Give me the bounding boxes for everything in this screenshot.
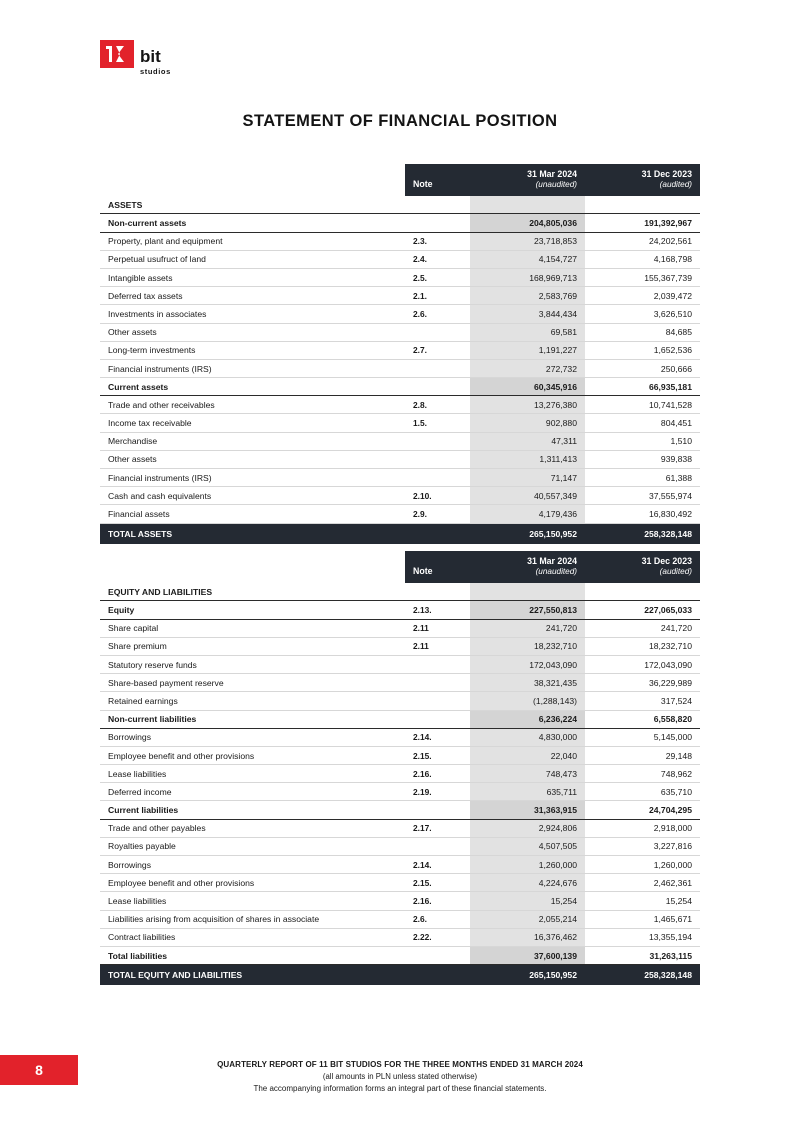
row-value-prior-period: 258,328,148 bbox=[585, 523, 700, 544]
footer-line-3: The accompanying information forms an integral part of these financial statements. bbox=[253, 1084, 547, 1093]
row-label: Share capital bbox=[100, 619, 405, 637]
row-label: Deferred income bbox=[100, 783, 405, 801]
row-label: Share-based payment reserve bbox=[100, 674, 405, 692]
table-row bbox=[100, 856, 700, 874]
row-value-current-period: 241,720 bbox=[470, 619, 585, 637]
row-value-prior-period: 227,065,033 bbox=[585, 601, 700, 619]
row-label: Equity bbox=[100, 601, 405, 619]
table-row bbox=[100, 601, 700, 619]
row-note: 2.9. bbox=[405, 505, 470, 523]
svg-text:bit: bit bbox=[140, 47, 161, 66]
row-value-current-period bbox=[470, 196, 585, 214]
row-value-prior-period: 24,202,561 bbox=[585, 232, 700, 250]
row-value-current-period: 4,154,727 bbox=[470, 250, 585, 268]
equity-header-value2-sub: (audited) bbox=[659, 566, 692, 576]
table-row bbox=[100, 910, 700, 928]
row-note: 2.22. bbox=[405, 928, 470, 946]
row-note: 2.17. bbox=[405, 819, 470, 837]
row-label: Intangible assets bbox=[100, 268, 405, 286]
table-row bbox=[100, 583, 700, 601]
footer-line-2: (all amounts in PLN unless stated otherwise) bbox=[322, 1072, 478, 1082]
row-note: 2.11 bbox=[405, 637, 470, 655]
row-label: Contract liabilities bbox=[100, 928, 405, 946]
row-note: 2.15. bbox=[405, 874, 470, 892]
svg-text:studios: studios bbox=[140, 67, 171, 76]
row-note: 2.15. bbox=[405, 746, 470, 764]
row-label: TOTAL ASSETS bbox=[100, 523, 405, 544]
row-value-current-period: 4,507,505 bbox=[470, 837, 585, 855]
equity-and-liabilities-table bbox=[100, 551, 700, 985]
table-row bbox=[100, 819, 700, 837]
equity-header-value1 bbox=[470, 551, 585, 583]
row-value-prior-period: 16,830,492 bbox=[585, 505, 700, 523]
row-note bbox=[405, 946, 470, 964]
row-value-current-period: 13,276,380 bbox=[470, 396, 585, 414]
equity-header-value1-sub: (unaudited) bbox=[535, 566, 577, 576]
table-row bbox=[100, 765, 700, 783]
row-note: 2.5. bbox=[405, 268, 470, 286]
row-note: 2.16. bbox=[405, 892, 470, 910]
row-value-prior-period: 4,168,798 bbox=[585, 250, 700, 268]
equity-table-wrapper bbox=[100, 551, 700, 985]
row-value-prior-period: 15,254 bbox=[585, 892, 700, 910]
row-value-prior-period: 3,626,510 bbox=[585, 305, 700, 323]
row-label: ASSETS bbox=[100, 196, 405, 214]
row-value-prior-period: 5,145,000 bbox=[585, 728, 700, 746]
row-value-prior-period: 3,227,816 bbox=[585, 837, 700, 855]
row-note: 2.6. bbox=[405, 305, 470, 323]
row-note: 1.5. bbox=[405, 414, 470, 432]
row-value-prior-period: 31,263,115 bbox=[585, 946, 700, 964]
row-value-prior-period: 84,685 bbox=[585, 323, 700, 341]
row-label: EQUITY AND LIABILITIES bbox=[100, 583, 405, 601]
row-value-current-period: 69,581 bbox=[470, 323, 585, 341]
equity-header-value2-main: 31 Dec 2023 bbox=[641, 556, 692, 566]
row-label: Deferred tax assets bbox=[100, 287, 405, 305]
row-note: 2.10. bbox=[405, 487, 470, 505]
row-value-prior-period: 1,510 bbox=[585, 432, 700, 450]
table-row bbox=[100, 396, 700, 414]
row-note bbox=[405, 432, 470, 450]
assets-header-value2 bbox=[585, 164, 700, 196]
row-note: 2.14. bbox=[405, 728, 470, 746]
row-value-current-period: 60,345,916 bbox=[470, 378, 585, 396]
row-value-current-period bbox=[470, 583, 585, 601]
table-row bbox=[100, 487, 700, 505]
row-label: Financial assets bbox=[100, 505, 405, 523]
row-label: Long-term investments bbox=[100, 341, 405, 359]
row-note bbox=[405, 965, 470, 986]
page-footer bbox=[0, 1059, 800, 1095]
row-label: Other assets bbox=[100, 323, 405, 341]
row-note bbox=[405, 214, 470, 232]
row-note bbox=[405, 469, 470, 487]
row-label: Lease liabilities bbox=[100, 765, 405, 783]
row-value-current-period: 3,844,434 bbox=[470, 305, 585, 323]
row-label: Retained earnings bbox=[100, 692, 405, 710]
table-row bbox=[100, 837, 700, 855]
row-note: 2.6. bbox=[405, 910, 470, 928]
row-value-current-period: 168,969,713 bbox=[470, 268, 585, 286]
row-value-current-period: 204,805,036 bbox=[470, 214, 585, 232]
row-value-prior-period: 6,558,820 bbox=[585, 710, 700, 728]
row-label: Employee benefit and other provisions bbox=[100, 746, 405, 764]
row-label: Statutory reserve funds bbox=[100, 655, 405, 673]
assets-table bbox=[100, 164, 700, 544]
table-row bbox=[100, 323, 700, 341]
row-value-prior-period: 36,229,989 bbox=[585, 674, 700, 692]
row-value-prior-period: 2,039,472 bbox=[585, 287, 700, 305]
row-value-prior-period: 939,838 bbox=[585, 450, 700, 468]
row-value-current-period: 38,321,435 bbox=[470, 674, 585, 692]
row-value-prior-period: 250,666 bbox=[585, 359, 700, 377]
row-note bbox=[405, 378, 470, 396]
row-value-prior-period: 2,918,000 bbox=[585, 819, 700, 837]
row-value-prior-period: 317,524 bbox=[585, 692, 700, 710]
row-label: Property, plant and equipment bbox=[100, 232, 405, 250]
row-value-prior-period: 258,328,148 bbox=[585, 965, 700, 986]
table-row bbox=[100, 359, 700, 377]
row-note bbox=[405, 359, 470, 377]
assets-table-body bbox=[100, 196, 700, 543]
row-label: Non-current assets bbox=[100, 214, 405, 232]
row-label: Total liabilities bbox=[100, 946, 405, 964]
footer-line-1: QUARTERLY REPORT OF 11 BIT STUDIOS FOR THE THREE MONTHS ENDED 31 MARCH 2024 bbox=[217, 1060, 583, 1070]
row-label: Lease liabilities bbox=[100, 892, 405, 910]
page-title: STATEMENT OF FINANCIAL POSITION bbox=[242, 112, 558, 130]
company-logo bbox=[100, 40, 180, 84]
row-note bbox=[405, 710, 470, 728]
row-value-current-period: 227,550,813 bbox=[470, 601, 585, 619]
row-value-current-period: 265,150,952 bbox=[470, 965, 585, 986]
row-value-current-period: 1,311,413 bbox=[470, 450, 585, 468]
row-value-current-period: 16,376,462 bbox=[470, 928, 585, 946]
assets-header-value1-sub: (unaudited) bbox=[535, 179, 577, 189]
table-row bbox=[100, 946, 700, 964]
row-value-prior-period: 1,260,000 bbox=[585, 856, 700, 874]
row-label: Non-current liabilities bbox=[100, 710, 405, 728]
row-value-current-period: 18,232,710 bbox=[470, 637, 585, 655]
table-row bbox=[100, 655, 700, 673]
table-row bbox=[100, 450, 700, 468]
row-value-prior-period: 24,704,295 bbox=[585, 801, 700, 819]
row-label: Income tax receivable bbox=[100, 414, 405, 432]
row-label: Financial instruments (IRS) bbox=[100, 469, 405, 487]
row-note: 2.11 bbox=[405, 619, 470, 637]
row-label: Employee benefit and other provisions bbox=[100, 874, 405, 892]
table-row bbox=[100, 874, 700, 892]
row-note: 2.16. bbox=[405, 765, 470, 783]
row-value-prior-period: 2,462,361 bbox=[585, 874, 700, 892]
row-value-current-period: 265,150,952 bbox=[470, 523, 585, 544]
table-row bbox=[100, 674, 700, 692]
row-value-prior-period: 172,043,090 bbox=[585, 655, 700, 673]
row-value-prior-period: 1,465,671 bbox=[585, 910, 700, 928]
row-value-current-period: 23,718,853 bbox=[470, 232, 585, 250]
row-note bbox=[405, 674, 470, 692]
table-row bbox=[100, 692, 700, 710]
row-note bbox=[405, 196, 470, 214]
assets-table-header bbox=[100, 164, 700, 196]
row-note: 2.8. bbox=[405, 396, 470, 414]
row-value-prior-period: 13,355,194 bbox=[585, 928, 700, 946]
row-note: 2.7. bbox=[405, 341, 470, 359]
row-note bbox=[405, 655, 470, 673]
row-label: TOTAL EQUITY AND LIABILITIES bbox=[100, 965, 405, 986]
row-value-current-period: 40,557,349 bbox=[470, 487, 585, 505]
row-note bbox=[405, 837, 470, 855]
row-value-prior-period: 748,962 bbox=[585, 765, 700, 783]
row-label: Liabilities arising from acquisition of shares in associate bbox=[100, 910, 405, 928]
table-row bbox=[100, 232, 700, 250]
row-label: Cash and cash equivalents bbox=[100, 487, 405, 505]
row-label: Other assets bbox=[100, 450, 405, 468]
row-value-current-period: 1,191,227 bbox=[470, 341, 585, 359]
row-value-prior-period: 635,710 bbox=[585, 783, 700, 801]
row-note bbox=[405, 523, 470, 544]
table-row bbox=[100, 746, 700, 764]
equity-header-value1-main: 31 Mar 2024 bbox=[527, 556, 577, 566]
row-value-current-period: 15,254 bbox=[470, 892, 585, 910]
row-note: 2.19. bbox=[405, 783, 470, 801]
table-row bbox=[100, 378, 700, 396]
row-value-current-period: 4,830,000 bbox=[470, 728, 585, 746]
row-label: Perpetual usufruct of land bbox=[100, 250, 405, 268]
row-note: 2.13. bbox=[405, 601, 470, 619]
row-value-prior-period: 804,451 bbox=[585, 414, 700, 432]
row-value-current-period: 4,224,676 bbox=[470, 874, 585, 892]
row-note bbox=[405, 450, 470, 468]
row-label: Borrowings bbox=[100, 856, 405, 874]
table-row bbox=[100, 214, 700, 232]
row-value-current-period: 71,147 bbox=[470, 469, 585, 487]
table-row bbox=[100, 250, 700, 268]
table-row bbox=[100, 728, 700, 746]
row-label: Merchandise bbox=[100, 432, 405, 450]
row-value-current-period: 2,583,769 bbox=[470, 287, 585, 305]
row-label: Trade and other receivables bbox=[100, 396, 405, 414]
table-row bbox=[100, 432, 700, 450]
row-note: 2.1. bbox=[405, 287, 470, 305]
table-row bbox=[100, 801, 700, 819]
table-row bbox=[100, 783, 700, 801]
row-value-prior-period: 61,388 bbox=[585, 469, 700, 487]
row-label: Trade and other payables bbox=[100, 819, 405, 837]
table-row bbox=[100, 965, 700, 986]
table-row bbox=[100, 341, 700, 359]
table-row bbox=[100, 196, 700, 214]
row-note: 2.4. bbox=[405, 250, 470, 268]
row-value-prior-period bbox=[585, 196, 700, 214]
row-value-prior-period: 155,367,739 bbox=[585, 268, 700, 286]
row-value-current-period: 47,311 bbox=[470, 432, 585, 450]
page-number-badge: 8 bbox=[0, 1055, 78, 1085]
assets-header-value1 bbox=[470, 164, 585, 196]
row-label: Royalties payable bbox=[100, 837, 405, 855]
row-note bbox=[405, 801, 470, 819]
table-row bbox=[100, 637, 700, 655]
row-value-current-period: 2,055,214 bbox=[470, 910, 585, 928]
row-label: Current assets bbox=[100, 378, 405, 396]
row-note bbox=[405, 583, 470, 601]
table-row bbox=[100, 619, 700, 637]
row-value-current-period: 635,711 bbox=[470, 783, 585, 801]
assets-header-value1-main: 31 Mar 2024 bbox=[527, 169, 577, 179]
row-label: Financial instruments (IRS) bbox=[100, 359, 405, 377]
table-row bbox=[100, 268, 700, 286]
row-value-current-period: 1,260,000 bbox=[470, 856, 585, 874]
assets-header-label bbox=[100, 164, 405, 196]
row-value-prior-period: 1,652,536 bbox=[585, 341, 700, 359]
row-value-current-period: 31,363,915 bbox=[470, 801, 585, 819]
equity-header-label bbox=[100, 551, 405, 583]
equity-table-body bbox=[100, 583, 700, 985]
row-value-prior-period: 241,720 bbox=[585, 619, 700, 637]
row-value-current-period: 748,473 bbox=[470, 765, 585, 783]
equity-table-header bbox=[100, 551, 700, 583]
row-note bbox=[405, 323, 470, 341]
assets-header-value2-sub: (audited) bbox=[659, 179, 692, 189]
row-label: Share premium bbox=[100, 637, 405, 655]
row-value-current-period: 4,179,436 bbox=[470, 505, 585, 523]
row-label: Investments in associates bbox=[100, 305, 405, 323]
row-value-current-period: 22,040 bbox=[470, 746, 585, 764]
table-row bbox=[100, 469, 700, 487]
assets-header-value2-main: 31 Dec 2023 bbox=[641, 169, 692, 179]
table-row bbox=[100, 505, 700, 523]
row-value-prior-period bbox=[585, 583, 700, 601]
row-note: 2.14. bbox=[405, 856, 470, 874]
table-row bbox=[100, 892, 700, 910]
row-note bbox=[405, 692, 470, 710]
table-row bbox=[100, 523, 700, 544]
assets-table-wrapper bbox=[100, 164, 700, 544]
table-row bbox=[100, 305, 700, 323]
assets-header-note: Note bbox=[405, 164, 470, 196]
table-row bbox=[100, 287, 700, 305]
row-value-prior-period: 18,232,710 bbox=[585, 637, 700, 655]
equity-header-note: Note bbox=[405, 551, 470, 583]
row-label: Borrowings bbox=[100, 728, 405, 746]
row-value-current-period: 2,924,806 bbox=[470, 819, 585, 837]
row-value-current-period: 902,880 bbox=[470, 414, 585, 432]
row-value-current-period: 172,043,090 bbox=[470, 655, 585, 673]
row-value-prior-period: 29,148 bbox=[585, 746, 700, 764]
table-row bbox=[100, 928, 700, 946]
row-value-prior-period: 66,935,181 bbox=[585, 378, 700, 396]
table-row bbox=[100, 414, 700, 432]
table-row bbox=[100, 710, 700, 728]
row-label: Current liabilities bbox=[100, 801, 405, 819]
row-value-current-period: 272,732 bbox=[470, 359, 585, 377]
row-value-current-period: (1,288,143) bbox=[470, 692, 585, 710]
row-value-current-period: 37,600,139 bbox=[470, 946, 585, 964]
row-value-current-period: 6,236,224 bbox=[470, 710, 585, 728]
equity-header-value2 bbox=[585, 551, 700, 583]
row-value-prior-period: 10,741,528 bbox=[585, 396, 700, 414]
row-note: 2.3. bbox=[405, 232, 470, 250]
row-value-prior-period: 191,392,967 bbox=[585, 214, 700, 232]
row-value-prior-period: 37,555,974 bbox=[585, 487, 700, 505]
